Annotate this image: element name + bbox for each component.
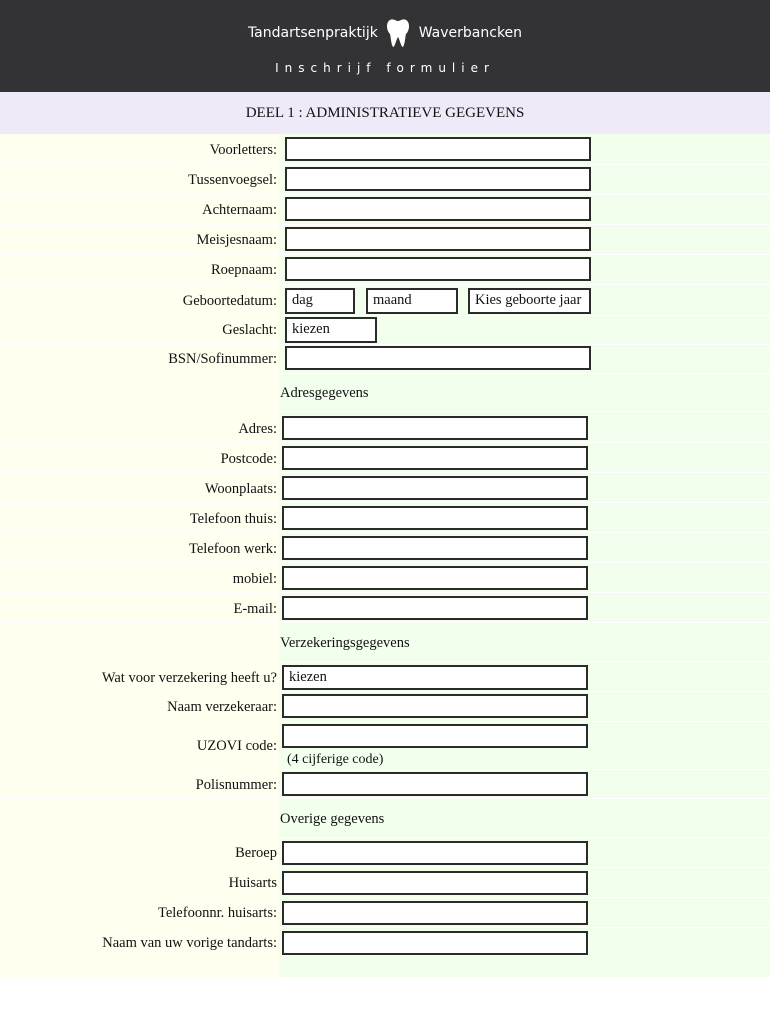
address-heading: Adresgegevens [280,385,369,401]
row-divider [0,532,770,533]
telefoon-huisarts-label: Telefoonnr. huisarts: [158,905,277,921]
row-divider [0,691,770,692]
roepnaam-label: Roepnaam: [210,262,277,278]
verzekering-type-select[interactable]: kiezen [282,665,588,690]
telefoon-werk-input[interactable] [282,536,588,560]
polisnummer-label: Polisnummer: [195,777,277,793]
brand [0,18,770,48]
row-divider [0,897,770,898]
uzovi-label: UZOVI code: [196,738,277,754]
row-divider [0,411,770,412]
row-divider [0,224,770,225]
mobiel-input[interactable] [282,566,588,590]
telefoon-thuis-input[interactable] [282,506,588,530]
tussenvoegsel-input[interactable] [285,167,591,191]
woonplaats-input[interactable] [282,476,588,500]
birth-month-select[interactable]: maand [366,288,458,314]
row-divider [0,194,770,195]
postcode-label: Postcode: [220,451,277,467]
row-divider [0,622,770,623]
beroep-input[interactable] [282,841,588,865]
email-label: E-mail: [233,601,277,617]
brand-left: Tandartsenpraktijk [247,25,378,41]
adres-label: Adres: [238,421,277,437]
row-divider [0,344,770,345]
row-divider [0,837,770,838]
beroep-label: Beroep [235,845,277,861]
geboortedatum-label: Geboortedatum: [182,293,277,309]
other-heading: Overige gegevens [280,811,385,827]
verzekeraar-input[interactable] [282,694,588,718]
woonplaats-label: Woonplaats: [204,481,277,497]
bsn-input[interactable] [285,346,591,370]
row-divider [0,164,770,165]
huisarts-label: Huisarts [228,875,277,891]
telefoon-werk-label: Telefoon werk: [189,541,277,557]
row-divider [0,562,770,563]
form-subtitle: Inschrijf formulier [275,61,495,75]
row-divider [0,284,770,285]
uzovi-hint: (4 cijferige code) [287,752,384,767]
row-divider [0,442,770,443]
row-divider [0,867,770,868]
voorletters-label: Voorletters: [209,142,277,158]
adres-input[interactable] [282,416,588,440]
verzekering-type-label: Wat voor verzekering heeft u? [101,670,277,686]
roepnaam-input[interactable] [285,257,591,281]
row-divider [0,798,770,799]
row-divider [0,721,770,722]
telefoon-thuis-label: Telefoon thuis: [189,511,277,527]
row-divider [0,315,770,316]
achternaam-input[interactable] [285,197,591,221]
mobiel-label: mobiel: [232,571,277,587]
postcode-input[interactable] [282,446,588,470]
row-divider [0,592,770,593]
brand-right: Waverbancken [418,25,523,41]
row-divider [0,254,770,255]
geslacht-select[interactable]: kiezen [285,317,377,343]
geslacht-label: Geslacht: [222,322,277,338]
birth-day-select[interactable]: dag [285,288,355,314]
tussenvoegsel-label: Tussenvoegsel: [188,172,277,188]
birth-year-select[interactable]: Kies geboorte jaar [468,288,591,314]
meisjesnaam-input[interactable] [285,227,591,251]
telefoon-huisarts-input[interactable] [282,901,588,925]
verzekeraar-label: Naam verzekeraar: [167,699,277,715]
row-divider [0,769,770,770]
section-header [0,92,770,134]
row-divider [0,502,770,503]
email-field[interactable] [282,596,588,620]
tooth-icon [386,18,410,48]
meisjesnaam-label: Meisjesnaam: [196,232,277,248]
insurance-heading: Verzekeringsgegevens [280,635,410,651]
section-title: DEEL 1 : ADMINISTRATIEVE GEGEVENS [245,105,525,121]
huisarts-input[interactable] [282,871,588,895]
row-divider [0,927,770,928]
row-divider [0,472,770,473]
voorletters-input[interactable] [285,137,591,161]
polisnummer-input[interactable] [282,772,588,796]
vorige-tandarts-input[interactable] [282,931,588,955]
achternaam-label: Achternaam: [202,202,277,218]
uzovi-input[interactable] [282,724,588,748]
vorige-tandarts-label: Naam van uw vorige tandarts: [102,935,277,951]
bsn-label: BSN/Sofinummer: [168,351,277,367]
row-divider [0,661,770,662]
header [0,0,770,92]
row-divider [0,373,770,374]
